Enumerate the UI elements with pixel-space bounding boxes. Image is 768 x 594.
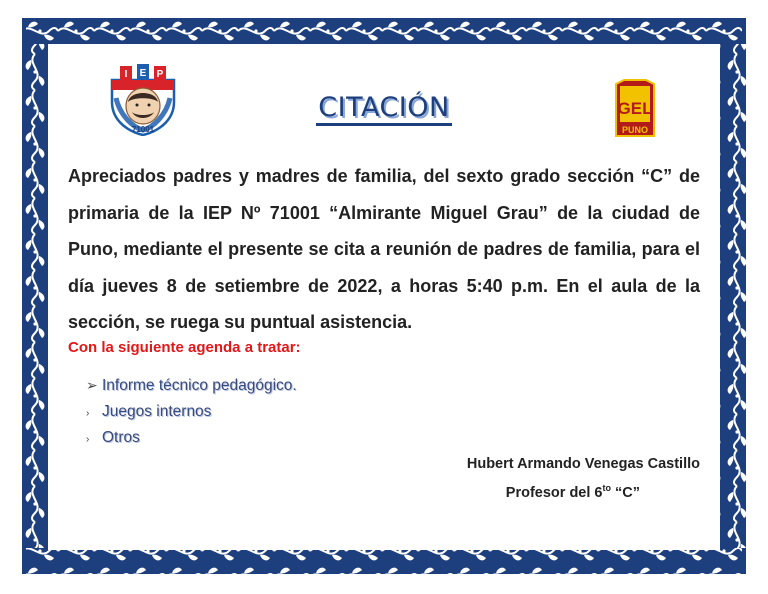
agenda-item — [86, 425, 297, 452]
body-paragraph: Apreciados padres y madres de familia, del sexto grado sección “C” de primaria de la IEP Nº 71001 “Almirante Miguel Grau” de la ciudad de Puno, mediante el presente se cita a reunión de padres de familia, para el día jueves 8 de setiembre de 2022, a horas 5:40 p.m. En el aula de la sección, se ruega su puntual asistencia. — [68, 166, 700, 332]
role-superscript: to — [602, 483, 611, 493]
crest-letter-e: E — [139, 68, 147, 79]
role-prefix: Profesor del 6 — [505, 484, 603, 501]
agenda-item — [86, 399, 297, 426]
agenda-item-text: Otros — [102, 429, 140, 446]
agenda-list — [86, 372, 297, 452]
agenda-item-text: Juegos internos — [102, 402, 212, 420]
agenda-item — [86, 372, 297, 399]
agenda-heading: Con la siguiente agenda a tratar: — [68, 339, 301, 356]
crest-number: 71001 — [131, 125, 155, 134]
signature-role — [506, 483, 640, 501]
arrow-bullet-icon: ➢ — [86, 377, 98, 393]
chevron-bullet-icon: › — [86, 407, 90, 419]
role-suffix: “C” — [611, 484, 640, 501]
emblem-gel-text: GEL — [617, 99, 653, 118]
crest-letter-p: P — [156, 69, 164, 80]
chevron-bullet-icon: › — [86, 434, 90, 445]
crest-letter-i: I — [124, 69, 128, 80]
title-text: CITACIÓN — [316, 92, 451, 126]
emblem-puno-text: PUNO — [621, 125, 649, 135]
signature-name: Hubert Armando Venegas Castillo — [466, 456, 700, 472]
document-title — [0, 92, 768, 123]
agenda-item-text: Informe técnico pedagógico. — [102, 377, 297, 394]
